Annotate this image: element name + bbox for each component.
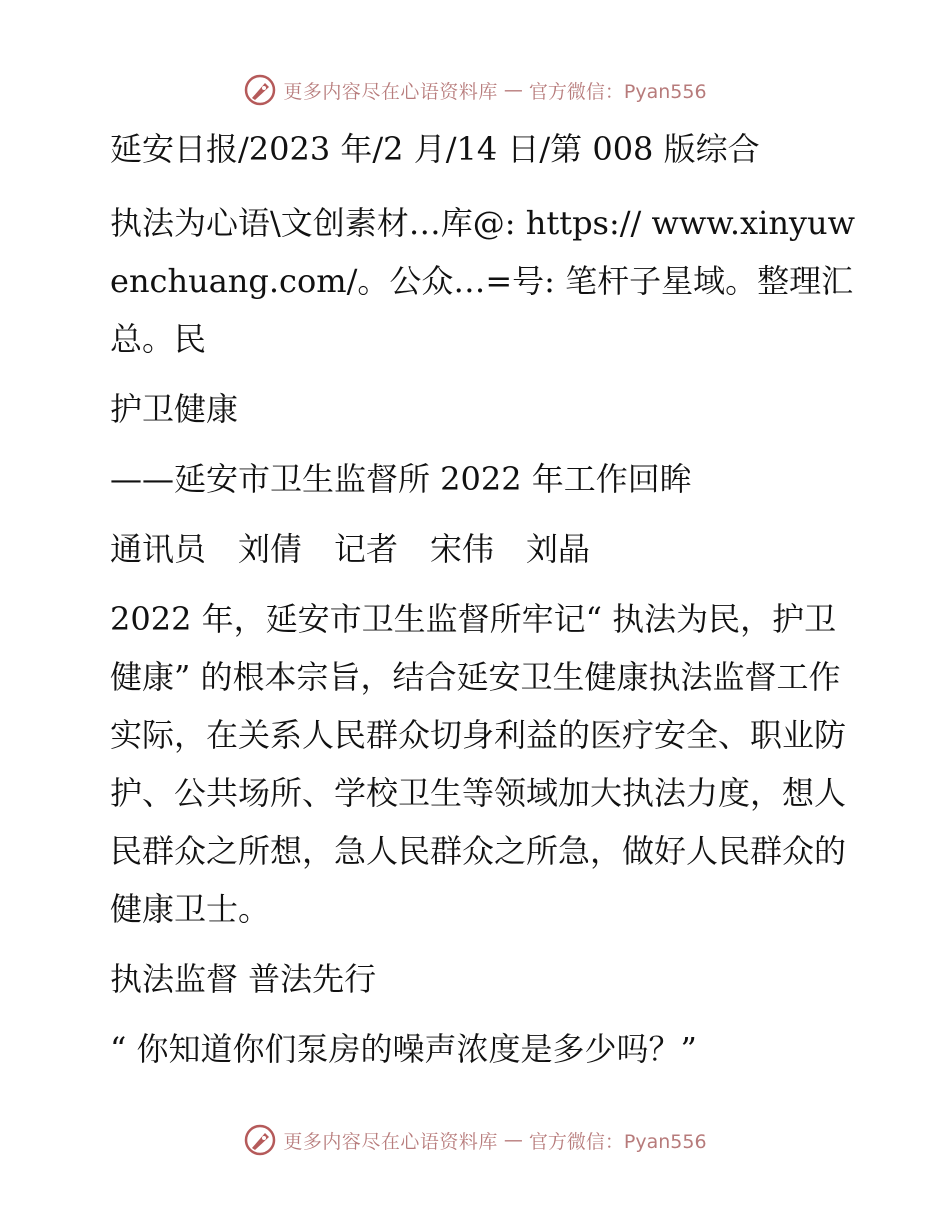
subheadline: ——延安市卫生监督所 2022 年工作回眸 (110, 460, 692, 498)
banner-account: 官方微信：Pyan556 (528, 80, 707, 103)
header-watermark-banner (0, 70, 950, 110)
banner-separator: — (503, 1129, 523, 1151)
source-note: 执法为心语\文创素材…库@: https:// www.xinyuwenchuang.com/。公众…=号: 笔杆子星域。整理汇总。民 (110, 204, 856, 358)
article-body (98, 120, 858, 1078)
banner-text: 更多内容尽在心语资料库 (283, 1130, 498, 1153)
banner-separator: — (503, 79, 523, 101)
banner-text: 更多内容尽在心语资料库 (283, 80, 498, 103)
banner-account: 官方微信：Pyan556 (528, 1130, 707, 1153)
pen-nib-logo-icon (243, 1123, 277, 1157)
paragraph-intro: 2022 年，延安市卫生监督所牢记“ 执法为民，护卫健康” 的根本宗旨，结合延安卫生健康执法监督工作实际，在关系人民群众切身利益的医疗安全、职业防护、公共场所、学校卫生等领域加大执法力度，想人民群众之所想，急人民群众之所急，做好人民群众的健康卫士。 (110, 600, 847, 928)
section-heading: 执法监督 普法先行 (110, 960, 377, 998)
footer-watermark-banner (0, 1120, 950, 1160)
headline: 护卫健康 (110, 390, 239, 428)
dateline: 延安日报/2023 年/2 月/14 日/第 008 版综合 (110, 130, 760, 168)
byline: 通讯员 刘倩 记者 宋伟 刘晶 (110, 530, 591, 568)
pen-nib-logo-icon (243, 73, 277, 107)
quote-line: “ 你知道你们泵房的噪声浓度是多少吗？” (110, 1030, 697, 1068)
